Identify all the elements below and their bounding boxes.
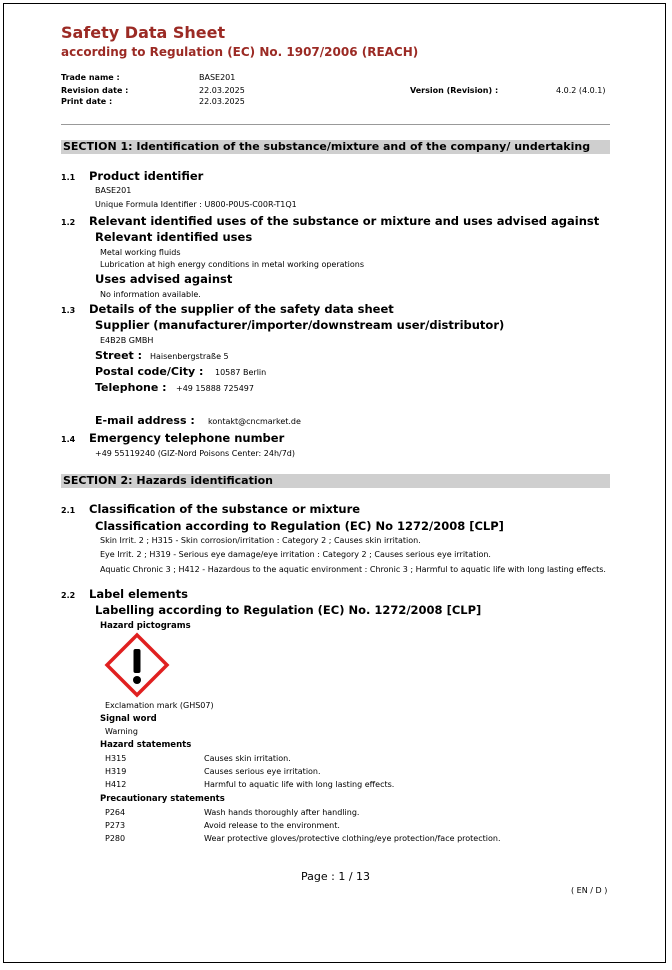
page-number: Page : 1 / 13: [301, 870, 371, 883]
telephone-value: +49 15888 725497: [176, 384, 254, 393]
trade-name-label: Trade name :: [61, 73, 120, 82]
section-1-3-title: Details of the supplier of the safety data sheet: [89, 302, 394, 316]
classification-line-1: Skin Irrit. 2 ; H315 - Skin corrosion/irritation : Category 2 ; Causes skin irritation.: [100, 536, 421, 545]
precautionary-text: Wash hands thoroughly after handling.: [204, 808, 360, 817]
hazard-code: H315: [105, 754, 127, 763]
classification-line-3: Aquatic Chronic 3 ; H412 - Hazardous to the aquatic environment : Chronic 3 ; Harmful to aquatic life with long lasting effects.: [100, 565, 606, 574]
section-1-header: SECTION 1: Identification of the substance/mixture and of the company/ undertaking: [61, 140, 610, 154]
classification-line-2: Eye Irrit. 2 ; H319 - Serious eye damage/eye irritation : Category 2 ; Causes serious eye irritation.: [100, 550, 491, 559]
signal-word-title: Signal word: [100, 714, 157, 724]
section-1-4-title: Emergency telephone number: [89, 431, 285, 445]
section-1-4-number: 1.4: [61, 435, 76, 444]
print-date-value: 22.03.2025: [199, 97, 245, 106]
hazard-text: Causes skin irritation.: [204, 754, 291, 763]
section-1-1-number: 1.1: [61, 173, 76, 182]
trade-name-value: BASE201: [199, 73, 236, 82]
section-2-1-number: 2.1: [61, 506, 76, 515]
supplier-name: E4B2B GMBH: [100, 336, 154, 345]
uses-against-title: Uses advised against: [95, 272, 233, 286]
use-item-2: Lubrication at high energy conditions in metal working operations: [100, 260, 365, 269]
section-2-2-title: Label elements: [89, 587, 188, 601]
product-name: BASE201: [95, 186, 132, 195]
precautionary-statements-title: Precautionary statements: [100, 794, 225, 804]
revision-date-label: Revision date :: [61, 86, 129, 95]
signal-word-value: Warning: [105, 727, 138, 736]
print-date-label: Print date :: [61, 97, 113, 106]
clp-classification-title: Classification according to Regulation (EC) No 1272/2008 [CLP]: [95, 519, 504, 533]
version-label: Version (Revision) :: [410, 86, 499, 95]
supplier-title: Supplier (manufacturer/importer/downstream user/distributor): [95, 318, 505, 332]
version-value: 4.0.2 (4.0.1): [556, 86, 606, 95]
precautionary-text: Wear protective gloves/protective clothing/eye protection/face protection.: [204, 834, 501, 843]
use-item-1: Metal working fluids: [100, 248, 181, 257]
postal-value: 10587 Berlin: [215, 368, 267, 377]
hazard-statements-title: Hazard statements: [100, 740, 192, 750]
postal-label: Postal code/City :: [95, 365, 204, 378]
street-value: Haisenbergstraße 5: [150, 352, 229, 361]
relevant-uses-title: Relevant identified uses: [95, 230, 253, 244]
section-1-3-number: 1.3: [61, 306, 76, 315]
ufi-text: Unique Formula Identifier : U800-P0US-C00R-T1Q1: [95, 200, 297, 209]
section-2-header: SECTION 2: Hazards identification: [61, 474, 610, 488]
telephone-label: Telephone :: [95, 381, 167, 394]
section-1-2-number: 1.2: [61, 218, 76, 227]
exclamation-mark-ghs07-icon: [104, 632, 170, 698]
pictogram-caption: Exclamation mark (GHS07): [105, 701, 214, 710]
hazard-pictograms-title: Hazard pictograms: [100, 621, 191, 631]
hazard-text: Harmful to aquatic life with long lasting effects.: [204, 780, 395, 789]
section-1-1-title: Product identifier: [89, 169, 204, 183]
labelling-title: Labelling according to Regulation (EC) No. 1272/2008 [CLP]: [95, 603, 482, 617]
language-code: ( EN / D ): [571, 886, 608, 895]
header-divider: [61, 124, 610, 125]
precautionary-code: P264: [105, 808, 126, 817]
section-2-1-title: Classification of the substance or mixture: [89, 502, 361, 516]
hazard-text: Causes serious eye irritation.: [204, 767, 321, 776]
section-2-2-number: 2.2: [61, 591, 76, 600]
street-label: Street :: [95, 349, 143, 362]
uses-against-text: No information available.: [100, 290, 201, 299]
hazard-code: H412: [105, 780, 127, 789]
emergency-phone: +49 55119240 (GIZ-Nord Poisons Center: 24h/7d): [95, 449, 295, 458]
precautionary-code: P280: [105, 834, 126, 843]
email-label: E-mail address :: [95, 414, 195, 427]
precautionary-text: Avoid release to the environment.: [204, 821, 340, 830]
document-page: [3, 3, 666, 963]
revision-date-value: 22.03.2025: [199, 86, 245, 95]
document-subtitle: according to Regulation (EC) No. 1907/2006 (REACH): [61, 45, 419, 59]
email-value[interactable]: kontakt@cncmarket.de: [208, 417, 301, 426]
hazard-code: H319: [105, 767, 127, 776]
section-1-2-title: Relevant identified uses of the substance or mixture and uses advised against: [89, 214, 600, 228]
precautionary-code: P273: [105, 821, 126, 830]
document-title: Safety Data Sheet: [61, 23, 226, 42]
